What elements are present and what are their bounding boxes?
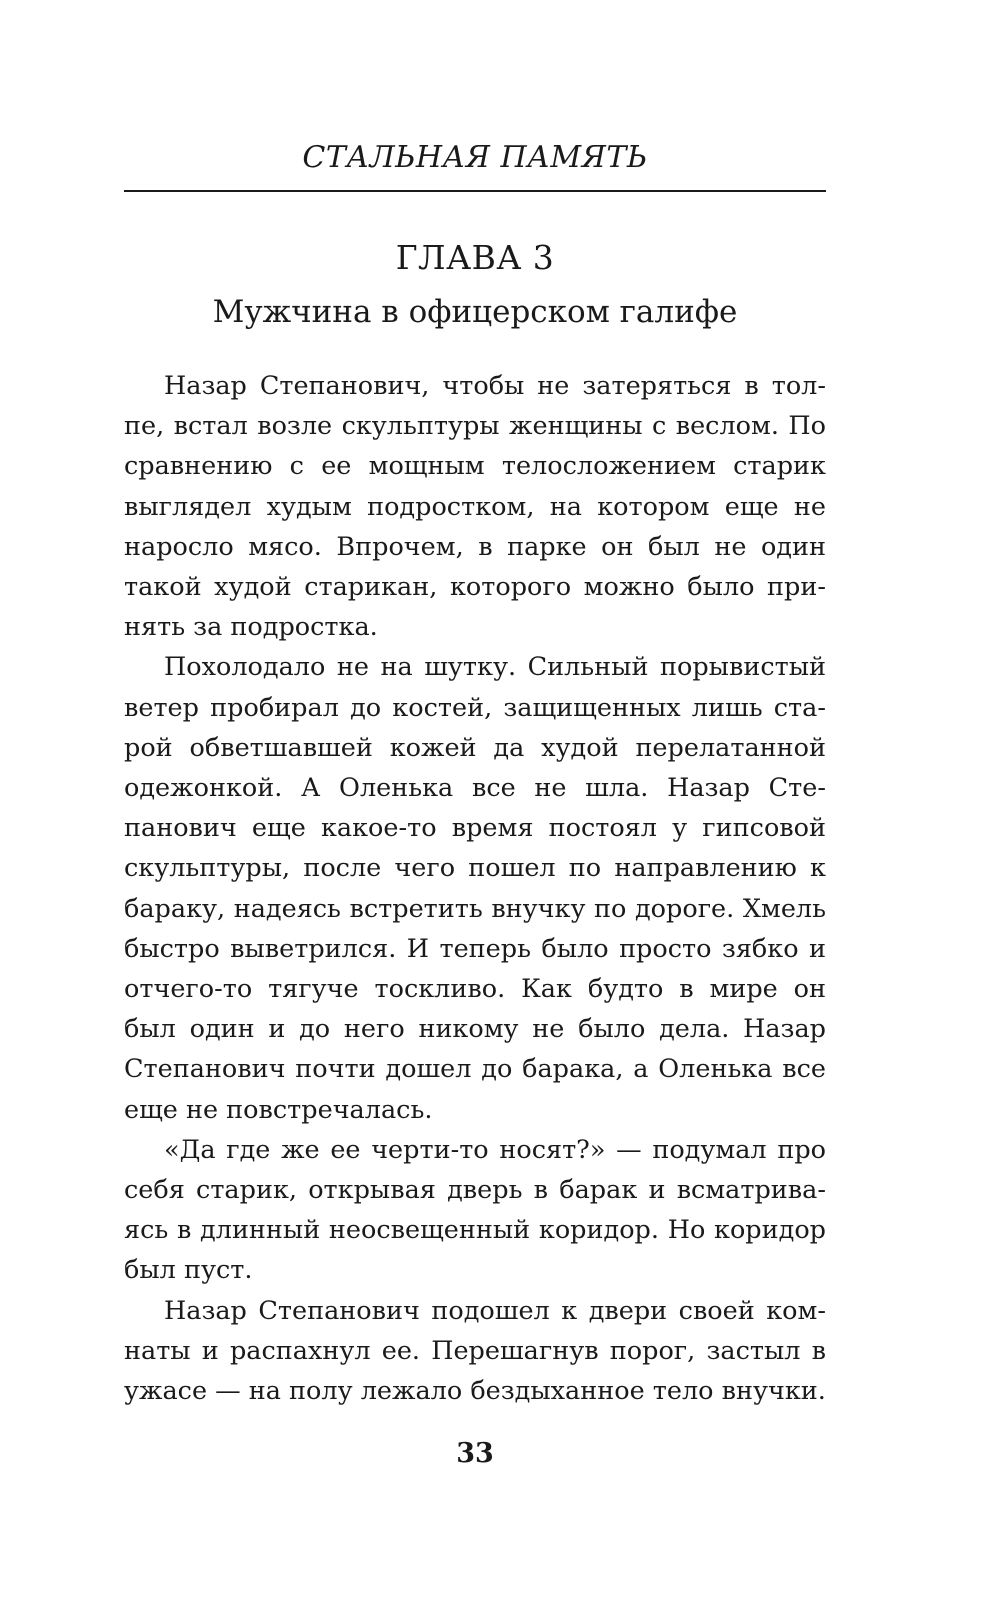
paragraph: Похолодало не на шутку. Сильный порывистый ветер пробирал до костей, защищенных лишь старой обветшавшей кожей да худой перелатанной одежонкой. А Оленька все не шла. Назар Степанович еще какое-то время постоял у гипсовой скульптуры, после чего пошел по направлению к бараку, надеясь встретить внучку по дороге. Хмель быстро выветрился. И теперь было просто зябко и отчего-то тягуче тоскливо. Как будто в мире он был один и до него никому не было дела. Назар Степанович почти дошел до барака, а Оленька все еще не повстречалась. [124, 652, 826, 1125]
header-rule [124, 190, 826, 192]
running-head: СТАЛЬНАЯ ПАМЯТЬ [302, 140, 648, 175]
paragraph: «Да где же ее черти-то носят?» — подумал про себя старик, открывая дверь в барак и всматриваясь в длинный неосвещенный коридор. Но коридор был пуст. [124, 1134, 826, 1286]
paragraph: Назар Степанович подошел к двери своей комнаты и распахнул ее. Перешагнув порог, застыл в ужасе — на полу лежало бездыханное тело внучки. [124, 1295, 826, 1407]
paragraph: Назар Степанович, чтобы не затеряться в толпе, встал возле скульптуры женщины с веслом. По сравнению с ее мощным телосложением старик выглядел худым подростком, на котором еще не наросло мясо. Впрочем, в парке он был не один такой худой старикан, которого можно было принять за подростка. [124, 371, 826, 643]
body-text [124, 366, 826, 1411]
chapter-title: Мужчина в офицерском галифе [212, 294, 738, 330]
page-number: 33 [456, 1438, 494, 1469]
chapter-number: ГЛАВА 3 [395, 238, 555, 277]
